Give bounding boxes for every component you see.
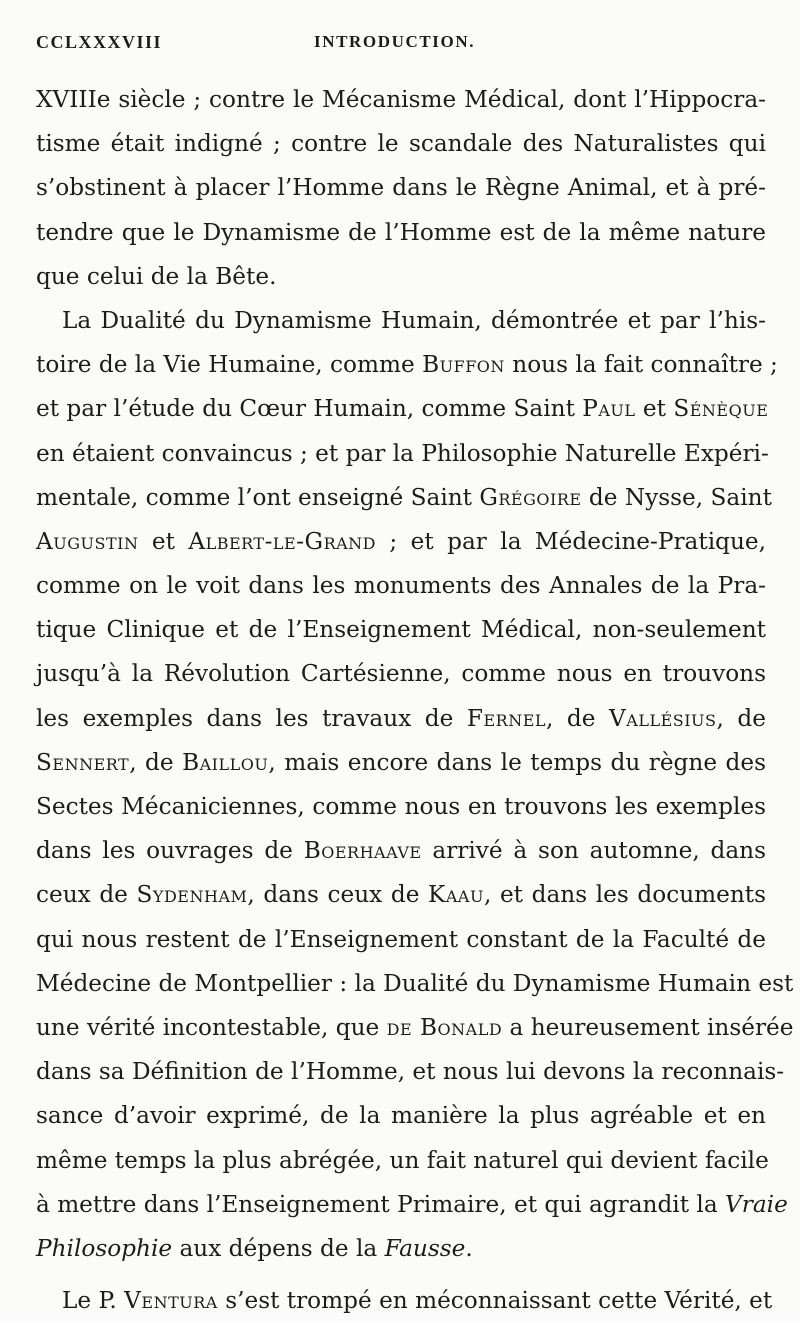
proper-name: Boerhaave (303, 837, 422, 865)
italic-term: Fausse (384, 1234, 466, 1262)
running-title: INTRODUCTION. (314, 32, 476, 51)
proper-name: Ventura (124, 1287, 218, 1315)
italic-term: Philosophie (36, 1234, 173, 1262)
text-line: comme on le voit dans les monuments des Annales de la Pra- (36, 572, 766, 600)
text-line: une vérité incontestable, que de Bonald a heureusement insérée (36, 1013, 794, 1041)
text-line: Sectes Mécaniciennes, comme nous en trouvons les exemples (36, 793, 766, 820)
text-line: dans les ouvrages de Boerhaave arrivé à son automne, dans (36, 837, 766, 865)
text-line: ceux de Sydenham, dans ceux de Kaau, et dans les documents (36, 881, 766, 909)
text-line: tendre que le Dynamisme de l’Homme est de la même nature (36, 218, 766, 246)
text-line: en étaient convaincus ; et par la Philosophie Naturelle Expéri- (36, 439, 769, 467)
proper-name: Kaau (428, 881, 484, 909)
paragraph-1 (36, 78, 766, 299)
paragraph-gap (36, 1271, 766, 1279)
proper-name: Sennert (36, 748, 130, 776)
page-number: CCLXXXVIII (36, 32, 163, 52)
body-text (36, 78, 794, 1323)
text-line: que celui de la Bête. (36, 262, 277, 290)
text-line: les exemples dans les travaux de Fernel, de Vallésius, de (36, 704, 766, 732)
proper-name: Augustin (36, 527, 139, 555)
proper-name: Albert-le-Grand (188, 527, 377, 555)
proper-name: Baillou (182, 748, 269, 776)
text-line: et par l’étude du Cœur Humain, comme Saint Paul et Sénèque (36, 395, 769, 423)
paragraph-2 (36, 299, 794, 1271)
text-line: sance d’avoir exprimé, de la manière la plus agréable et en (36, 1102, 766, 1130)
text-line: toire de la Vie Humaine, comme Buffon nous la fait connaître ; (36, 351, 778, 379)
text-line: Augustin et Albert-le-Grand ; et par la Médecine-Pratique, (36, 527, 766, 555)
proper-name: Sénèque (673, 395, 769, 423)
text-line: Philosophie aux dépens de la Fausse. (36, 1234, 473, 1262)
text-line: dans sa Définition de l’Homme, et nous lui devons la reconnais- (36, 1058, 785, 1086)
text-line: Le P. Ventura s’est trompé en méconnaissant cette Vérité, et (62, 1287, 773, 1315)
text-line: jusqu’à la Révolution Cartésienne, comme nous en trouvons (36, 660, 766, 688)
proper-name: Paul (582, 395, 636, 423)
proper-name: Sydenham (136, 881, 248, 909)
text-line: Médecine de Montpellier : la Dualité du Dynamisme Humain est (36, 969, 794, 997)
text-line: mentale, comme l’ont enseigné Saint Grégoire de Nysse, Saint (36, 483, 772, 511)
text-line: même temps la plus abrégée, un fait naturel qui devient facile (36, 1146, 769, 1174)
proper-name: Grégoire (479, 483, 582, 511)
text-line: à mettre dans l’Enseignement Primaire, et qui agrandit la Vraie (36, 1190, 788, 1218)
text-line: tique Clinique et de l’Enseignement Médical, non-seulement (36, 616, 766, 644)
text-line: qui nous restent de l’Enseignement constant de la Faculté de (36, 925, 766, 953)
paragraph-3 (36, 1279, 773, 1323)
text-line: XVIIIe siècle ; contre le Mécanisme Médical, dont l’Hippocra- (36, 86, 766, 113)
text-line: tisme était indigné ; contre le scandale des Naturalistes qui (36, 130, 766, 158)
proper-name: Vallésius (609, 704, 717, 732)
italic-term: Vraie (725, 1190, 788, 1218)
proper-name: de Bonald (386, 1013, 503, 1041)
proper-name: Buffon (422, 351, 505, 379)
text-line: La Dualité du Dynamisme Humain, démontrée et par l’his- (62, 306, 766, 334)
text-line: s’obstinent à placer l’Homme dans le Règne Animal, et à pré- (36, 174, 766, 202)
text-line: Sennert, de Baillou, mais encore dans le temps du règne des (36, 748, 766, 776)
proper-name: Fernel (466, 704, 547, 732)
page-header (36, 32, 764, 60)
